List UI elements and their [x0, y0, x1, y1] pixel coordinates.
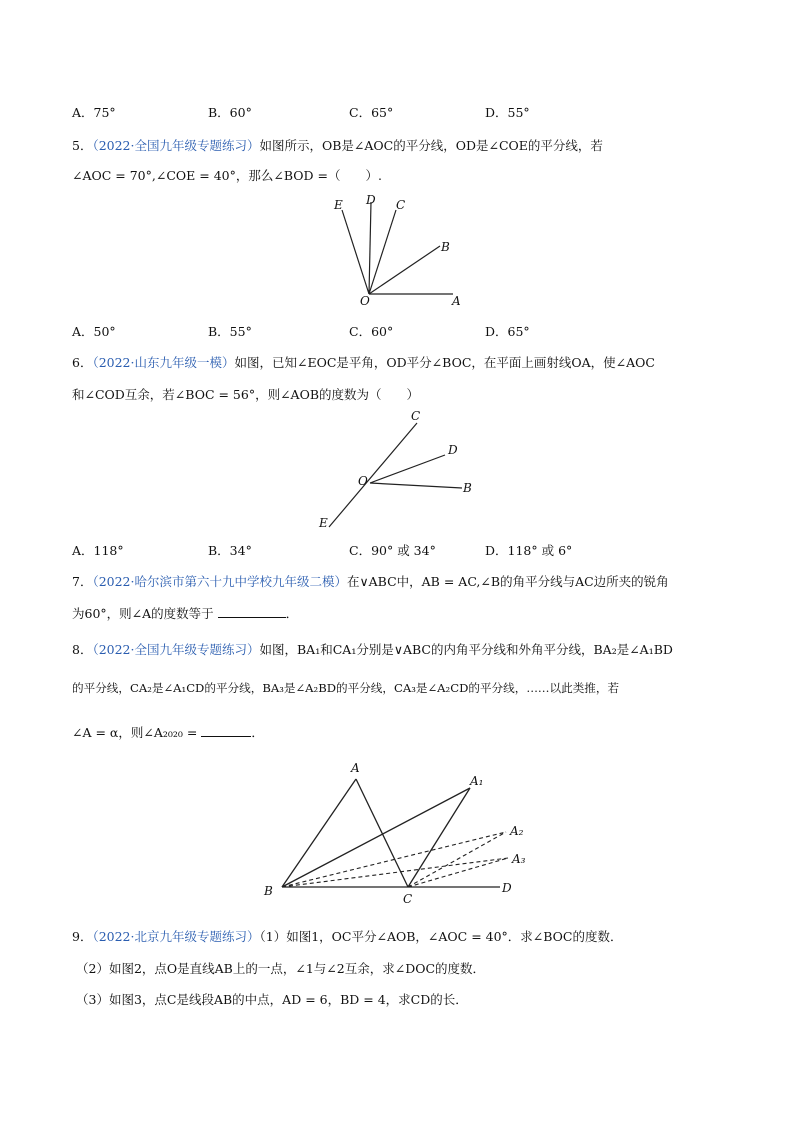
q8-text-1: 如图，BA₁和CA₁分别是∨ABC的内角平分线和外角平分线，BA₂是∠A₁BD: [259, 642, 673, 657]
q5-figure: [325, 190, 475, 310]
q7-stem-line1: [72, 572, 669, 590]
q8-stem-line1: [72, 640, 673, 658]
q8-text-3: ∠A = α，则∠A₂₀₂₀ =: [72, 725, 198, 740]
q6-option-a: A．118°: [72, 543, 124, 558]
q6-label-o: O: [358, 474, 368, 488]
q9-text-1: （1）如图1，OC平分∠AOB，∠AOC = 40°．求∠BOC的度数．: [259, 929, 623, 944]
q7-answer-blank[interactable]: [218, 605, 286, 618]
q8-label-a3: A₃: [512, 852, 526, 866]
q5-label-a: A: [452, 294, 461, 308]
q7-stem-line2: [72, 604, 298, 622]
q7-text-2-end: ．: [285, 606, 299, 621]
q5-stem-line1: [72, 136, 603, 154]
q9-part-3: （3）如图3，点C是线段AB的中点，AD = 6，BD = 4，求CD的长．: [76, 992, 468, 1007]
q8-label-a2: A₂: [510, 824, 524, 838]
q4-option-d: D．55°: [485, 105, 530, 120]
q4-option-b: B．60°: [208, 105, 252, 120]
q8-stem-line2: 的平分线，CA₂是∠A₁CD的平分线，BA₃是∠A₂BD的平分线，CA₃是∠A₂CD的平分线，……以此类推，若: [72, 681, 620, 695]
q4-option-a: A．75°: [72, 105, 116, 120]
q9-stem-line1: [72, 927, 623, 945]
q6-source: （2022·山东九年级一模）: [92, 355, 235, 370]
q4-option-c: C．65°: [349, 105, 394, 120]
q8-answer-blank[interactable]: [201, 724, 251, 737]
q8-stem-line3: [72, 723, 264, 741]
q8-label-c: C: [403, 892, 413, 905]
q9-source: （2022·北京九年级专题练习）: [92, 929, 260, 944]
q8-label-b: B: [264, 884, 273, 898]
q8-label-d: D: [502, 881, 512, 895]
q5-option-c: C．60°: [349, 324, 394, 339]
q8-source: （2022·全国九年级专题练习）: [92, 642, 260, 657]
q8-label-a: A: [351, 761, 360, 775]
q4-options: [72, 103, 712, 123]
q7-source: （2022·哈尔滨市第六十九中学校九年级二模）: [92, 574, 347, 589]
q6-options: [72, 541, 712, 561]
q9-number: 9．: [72, 929, 93, 944]
q5-option-b: B．55°: [208, 324, 252, 339]
q8-number: 8．: [72, 642, 93, 657]
q5-text-1: 如图所示，OB是∠AOC的平分线，OD是∠COE的平分线，若: [259, 138, 603, 153]
q8-text-3-end: ．: [251, 725, 264, 740]
q5-label-c: C: [396, 198, 406, 212]
q5-option-a: A．50°: [72, 324, 116, 339]
q6-figure: [315, 405, 480, 535]
q6-label-e: E: [319, 516, 328, 530]
q5-label-d: D: [366, 193, 376, 207]
q5-label-o: O: [360, 294, 370, 308]
q5-option-d: D．65°: [485, 324, 530, 339]
q5-stem-line2: ∠AOC = 70°,∠COE = 40°，那么∠BOD =（ ）.: [72, 168, 382, 183]
q6-number: 6．: [72, 355, 93, 370]
q9-part-2: （2）如图2，点O是直线AB上的一点，∠1与∠2互余，求∠DOC的度数．: [76, 961, 486, 976]
q6-label-b: B: [463, 481, 472, 495]
q5-source: （2022·全国九年级专题练习）: [92, 138, 260, 153]
q6-label-c: C: [411, 409, 421, 423]
q6-stem-line1: [72, 353, 655, 371]
q5-label-b: B: [441, 240, 450, 254]
q6-label-d: D: [448, 443, 458, 457]
q6-text-1: 如图，已知∠EOC是平角，OD平分∠BOC，在平面上画射线OA，使∠AOC: [234, 355, 655, 370]
q7-number: 7．: [72, 574, 93, 589]
q8-label-a1: A₁: [470, 774, 484, 788]
q6-stem-line2: 和∠COD互余，若∠BOC = 56°，则∠AOB的度数为（ ）: [72, 387, 420, 402]
q5-number: 5．: [72, 138, 93, 153]
q6-option-c: C．90° 或 34°: [349, 543, 436, 558]
q7-text-2: 为60°，则∠A的度数等于: [72, 606, 214, 621]
q5-options: [72, 322, 712, 342]
q6-option-d: D．118° 或 6°: [485, 543, 573, 558]
q8-figure: [258, 755, 538, 905]
q5-label-e: E: [334, 198, 343, 212]
q6-option-b: B．34°: [208, 543, 252, 558]
q7-text-1: 在∨ABC中，AB = AC,∠B的角平分线与AC边所夹的锐角: [347, 574, 669, 589]
